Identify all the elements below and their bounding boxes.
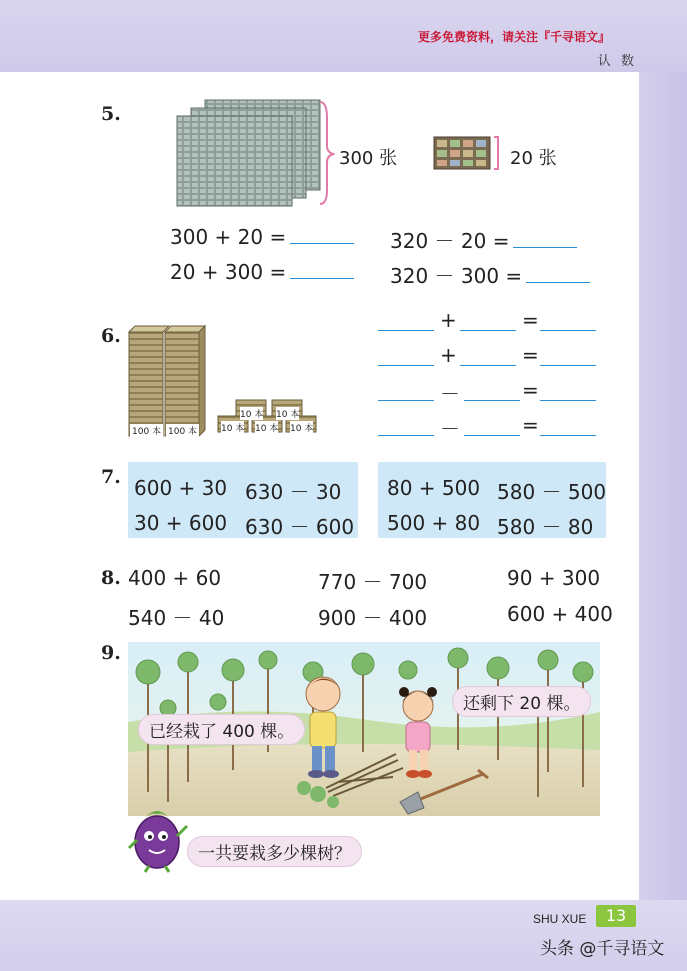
watermark-text: 头条 @千寻语文 — [540, 939, 665, 959]
q8-number: 8. — [101, 567, 121, 589]
equals-sign: = — [522, 343, 539, 367]
plus-sign: + — [440, 308, 457, 332]
q5-label-300: 300 张 — [339, 148, 398, 169]
q8-expr: 540 － 40 — [128, 606, 225, 630]
answer-blank[interactable] — [378, 330, 434, 331]
q7-expr: 500 + 80 — [387, 511, 481, 535]
q8-expr: 400 + 60 — [128, 566, 222, 590]
q5-expr-1: 300 + 20 = — [170, 225, 354, 249]
q7-expr: 580 － 80 — [497, 515, 594, 539]
minus-sign: － — [440, 417, 460, 441]
q6-number: 6. — [101, 325, 121, 347]
q7-number: 7. — [101, 466, 121, 488]
book-label: 100 本 — [130, 424, 163, 437]
book-label: 10 本 — [290, 421, 313, 434]
q5-number: 5. — [101, 103, 121, 125]
q5-expr-2: 320 － 20 = — [390, 225, 577, 254]
minus-sign: － — [440, 382, 460, 406]
q8-expr: 600 + 400 — [507, 602, 613, 626]
book-label: 100 本 — [166, 424, 199, 437]
section-title: 认 数 — [597, 54, 637, 69]
answer-blank[interactable] — [378, 365, 434, 366]
answer-blank[interactable] — [540, 330, 596, 331]
answer-blank[interactable] — [526, 264, 590, 283]
q5-money-20 — [432, 134, 504, 172]
q7-expr: 80 + 500 — [387, 476, 481, 500]
book-label: 10 本 — [276, 407, 299, 420]
q9-number: 9. — [101, 642, 121, 664]
answer-blank[interactable] — [290, 225, 354, 244]
q7-expr: 30 + 600 — [134, 511, 228, 535]
book-label: 10 本 — [221, 421, 244, 434]
answer-blank[interactable] — [460, 365, 516, 366]
answer-blank[interactable] — [540, 435, 596, 436]
answer-blank[interactable] — [464, 400, 520, 401]
book-label: 10 本 — [240, 407, 263, 420]
q7-expr: 630 － 600 — [245, 515, 355, 539]
q6-book-stacks-100 — [127, 322, 207, 440]
question-bubble: 一共要栽多少棵树？ — [187, 836, 362, 867]
answer-blank[interactable] — [464, 435, 520, 436]
q5-money-stack-300 — [175, 98, 335, 210]
q8-expr: 770 － 700 — [318, 570, 428, 594]
book-label: 10 本 — [255, 421, 278, 434]
q8-expr: 90 + 300 — [507, 566, 601, 590]
equals-sign: = — [522, 308, 539, 332]
answer-blank[interactable] — [378, 400, 434, 401]
q8-expr: 900 － 400 — [318, 606, 428, 630]
speech-bubble-right: 还剩下 20 棵。 — [452, 686, 591, 717]
q5-label-20: 20 张 — [510, 148, 557, 169]
answer-blank[interactable] — [513, 229, 577, 248]
plus-sign: + — [440, 343, 457, 367]
footer-subject: SHU XUE — [533, 912, 587, 926]
right-band — [639, 72, 687, 902]
answer-blank[interactable] — [460, 330, 516, 331]
answer-blank[interactable] — [540, 365, 596, 366]
q7-expr: 630 － 30 — [245, 480, 342, 504]
q7-expr: 580 － 500 — [497, 480, 607, 504]
speech-bubble-left: 已经栽了 400 棵。 — [138, 714, 305, 745]
answer-blank[interactable] — [378, 435, 434, 436]
equals-sign: = — [522, 413, 539, 437]
equals-sign: = — [522, 378, 539, 402]
q5-expr-3: 20 + 300 = — [170, 260, 354, 284]
page-number: 13 — [596, 905, 636, 927]
q5-expr-4: 320 － 300 = — [390, 260, 590, 289]
answer-blank[interactable] — [290, 260, 354, 279]
q7-expr: 600 + 30 — [134, 476, 228, 500]
answer-blank[interactable] — [540, 400, 596, 401]
eggplant-mascot-icon — [127, 796, 191, 874]
promo-text: 更多免费资料，请关注『千寻语文』 — [418, 30, 611, 44]
